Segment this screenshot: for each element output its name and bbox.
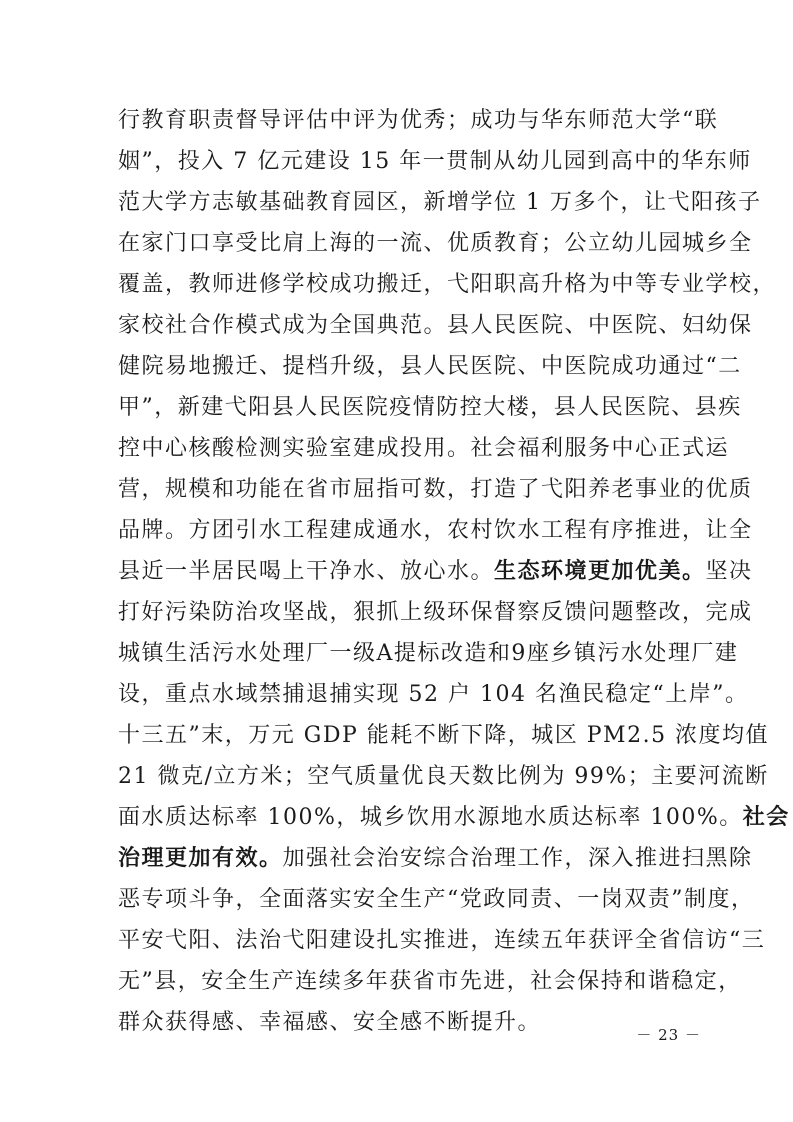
text-line: 品牌。方团引水工程建成通水，农村饮水工程有序推进，让全: [118, 518, 753, 543]
text-line: 控中心核酸检测实验室建成投用。社会福利服务中心正式运: [118, 436, 730, 461]
text-line: 范大学方志敏基础教育园区，新增学位 1 万多个，让弋阳孩子: [118, 190, 762, 215]
text-line: 覆盖，教师进修学校成功搬迁，弋阳职高升格为中等专业学校，: [118, 272, 777, 297]
text-line: 县近一半居民喝上干净水、放心水。生态环境更加优美。坚决: [118, 558, 753, 584]
text-line: 治理更加有效。加强社会治安综合治理工作，深入推进扫黑除: [118, 845, 753, 871]
text-line: 在家门口享受比肩上海的一流、优质教育；公立幼儿园城乡全: [118, 231, 753, 256]
text-line: 甲”，新建弋阳县人民医院疫情防控大楼，县人民医院、县疾: [118, 395, 742, 420]
text-line: 营，规模和功能在省市屈指可数，打造了弋阳养老事业的优质: [118, 477, 753, 502]
text-line: 城镇生活污水处理厂一级A提标改造和9座乡镇污水处理厂建: [118, 641, 739, 666]
text-line: 姻”，投入 7 亿元建设 15 年一贯制从幼儿园到高中的华东师: [118, 149, 752, 174]
section-heading-governance-end: 治理更加有效。: [118, 845, 283, 871]
text-line: 面水质达标率 100%，城乡饮用水源地水质达标率 100%。社会: [118, 804, 790, 830]
text-line: 健院易地搬迁、提档升级，县人民医院、中医院成功通过“二: [118, 354, 742, 379]
section-heading-governance-start: 社会: [742, 804, 790, 830]
section-heading-ecology: 生态环境更加优美。: [494, 558, 706, 584]
page-number: － 23 －: [636, 1026, 701, 1044]
text-line: 群众获得感、幸福感、安全感不断提升。: [118, 1010, 542, 1035]
text-line: 打好污染防治攻坚战，狠抓上级环保督察反馈问题整改，完成: [118, 600, 753, 625]
text-line: 十三五”末，万元 GDP 能耗不断下降，城区 PM2.5 浓度均值: [118, 723, 770, 748]
text-line: 行教育职责督导评估中评为优秀；成功与华东师范大学“联: [118, 108, 719, 133]
text-line: 无”县，安全生产连续多年获省市先进，社会保持和谐稳定，: [118, 969, 742, 994]
body-text: [118, 100, 790, 1043]
text-line: 家校社合作模式成为全国典范。县人民医院、中医院、妇幼保: [118, 313, 753, 338]
text-line: 恶专项斗争，全面落实安全生产“党政同责、一岗双责”制度，: [118, 887, 755, 912]
text-line: 平安弋阳、法治弋阳建设扎实推进，连续五年获评全省信访“三: [118, 928, 766, 953]
text-line: 21 微克/立方米；空气质量优良天数比例为 99%；主要河流断: [118, 764, 769, 789]
text-line: 设，重点水域禁捕退捕实现 52 户 104 名渔民稳定“上岸”。: [118, 682, 749, 707]
